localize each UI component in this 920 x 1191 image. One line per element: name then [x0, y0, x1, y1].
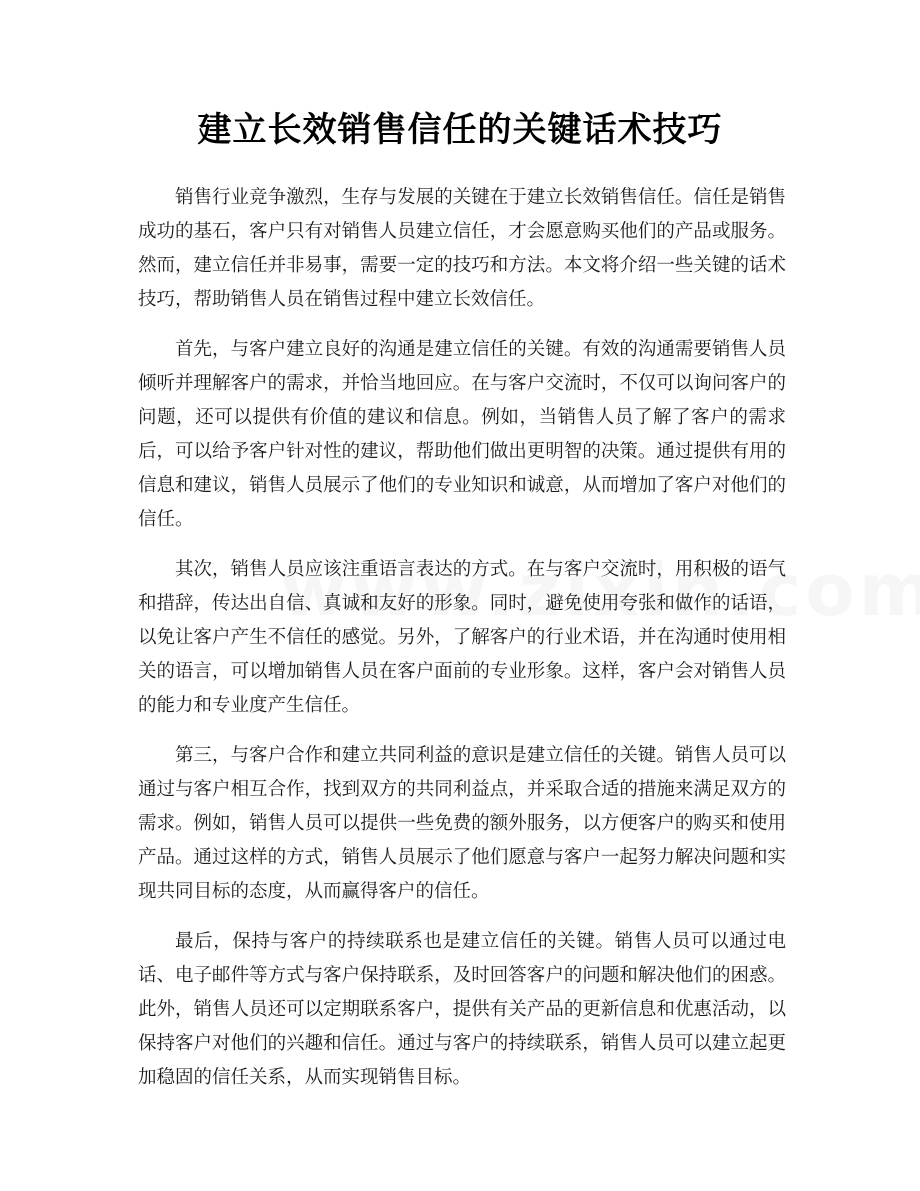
paragraph-cooperation: 第三，与客户合作和建立共同利益的意识是建立信任的关键。销售人员可以通过与客户相互合作，找到双方的共同利益点，并采取合适的措施来满足双方的需求。例如，销售人员可以提供一些免费的额外服务，以方便客户的购买和使用产品。通过这样的方式，销售人员展示了他们愿意与客户一起努力解决问题和实现共同目标的态度，从而赢得客户的信任。	[138, 745, 786, 902]
paragraph-intro: 销售行业竞争激烈，生存与发展的关键在于建立长效销售信任。信任是销售成功的基石，客户只有对销售人员建立信任，才会愿意购买他们的产品或服务。然而，建立信任并非易事，需要一定的技巧和方法。本文将介绍一些关键的话术技巧，帮助销售人员在销售过程中建立长效信任。	[138, 187, 786, 310]
document-title: 建立长效销售信任的关键话术技巧	[197, 110, 723, 150]
paragraph-language: 其次，销售人员应该注重语言表达的方式。在与客户交流时，用积极的语气和措辞，传达出自信、真诚和友好的形象。同时，避免使用夸张和做作的话语，以免让客户产生不信任的感觉。另外，了解客户的行业术语，并在沟通时使用相关的语言，可以增加销售人员在客户面前的专业形象。这样，客户会对销售人员的能力和专业度产生信任。	[138, 559, 786, 716]
paragraph-follow-up: 最后，保持与客户的持续联系也是建立信任的关键。销售人员可以通过电话、电子邮件等方式与客户保持联系，及时回答客户的问题和解决他们的困惑。此外，销售人员还可以定期联系客户，提供有关产品的更新信息和优惠活动，以保持客户对他们的兴趣和信任。通过与客户的持续联系，销售人员可以建立起更加稳固的信任关系，从而实现销售目标。	[138, 931, 786, 1088]
paragraph-communication: 首先，与客户建立良好的沟通是建立信任的关键。有效的沟通需要销售人员倾听并理解客户的需求，并恰当地回应。在与客户交流时，不仅可以询问客户的问题，还可以提供有价值的建议和信息。例如，当销售人员了解了客户的需求后，可以给予客户针对性的建议，帮助他们做出更明智的决策。通过提供有用的信息和建议，销售人员展示了他们的专业知识和诚意，从而增加了客户对他们的信任。	[138, 339, 786, 530]
document-body	[138, 181, 786, 1111]
